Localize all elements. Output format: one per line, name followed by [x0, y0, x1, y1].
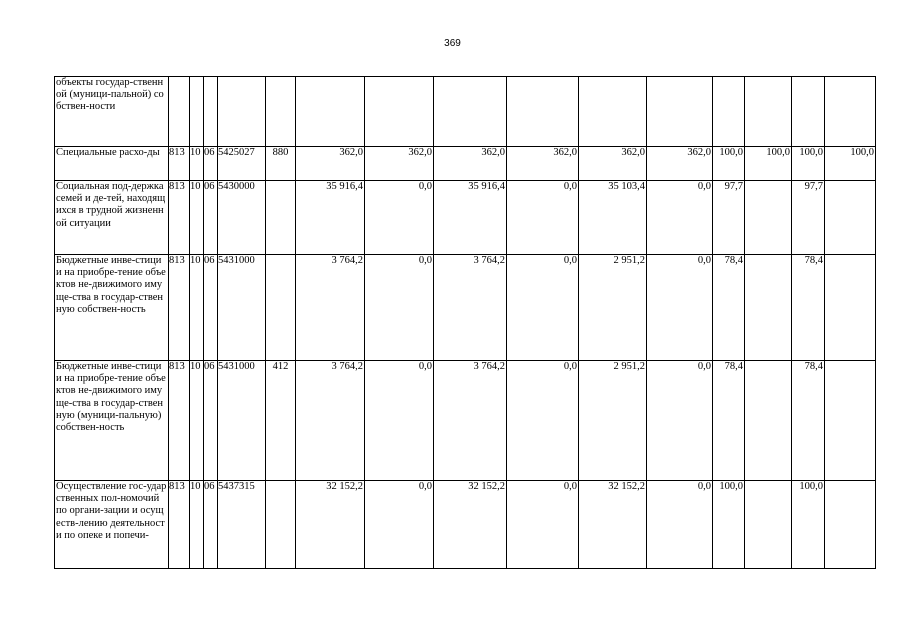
table-row	[55, 255, 876, 361]
cell-percent-4: 100,0	[825, 147, 876, 181]
cell-pr: 06	[204, 181, 218, 255]
cell-csr	[218, 77, 266, 147]
cell-percent-4	[825, 481, 876, 569]
cell-amount-1: 362,0	[296, 147, 365, 181]
cell-percent-1: 100,0	[713, 147, 745, 181]
cell-amount-3	[434, 77, 507, 147]
cell-amount-1: 35 916,4	[296, 181, 365, 255]
cell-percent-4	[825, 77, 876, 147]
cell-ved: 813	[169, 481, 190, 569]
cell-vr: 880	[266, 147, 296, 181]
cell-rz: 10	[190, 147, 204, 181]
cell-amount-1: 32 152,2	[296, 481, 365, 569]
cell-percent-4	[825, 255, 876, 361]
cell-amount-6: 0,0	[647, 181, 713, 255]
row-name: Бюджетные инве-стиции на приобре-тение объектов не-движимого имуще-ства в государ-ственную собствен-ность	[55, 255, 169, 361]
row-name: Бюджетные инве-стиции на приобре-тение объектов не-движимого имуще-ства в государ-ственную (муници-пальную) собствен-ность	[55, 361, 169, 481]
cell-percent-3: 97,7	[792, 181, 825, 255]
cell-amount-5: 35 103,4	[579, 181, 647, 255]
cell-percent-4	[825, 181, 876, 255]
cell-csr: 5431000	[218, 255, 266, 361]
cell-percent-1: 78,4	[713, 255, 745, 361]
table-row	[55, 481, 876, 569]
cell-amount-6: 0,0	[647, 255, 713, 361]
cell-amount-3: 32 152,2	[434, 481, 507, 569]
budget-table	[54, 76, 876, 569]
cell-percent-4	[825, 361, 876, 481]
cell-pr: 06	[204, 481, 218, 569]
cell-percent-2	[745, 255, 792, 361]
cell-rz: 10	[190, 181, 204, 255]
cell-ved: 813	[169, 255, 190, 361]
table-row	[55, 361, 876, 481]
cell-amount-5: 362,0	[579, 147, 647, 181]
cell-rz	[190, 77, 204, 147]
cell-amount-5: 2 951,2	[579, 361, 647, 481]
cell-amount-5	[579, 77, 647, 147]
cell-csr: 5431000	[218, 361, 266, 481]
cell-amount-1: 3 764,2	[296, 255, 365, 361]
cell-vr	[266, 181, 296, 255]
cell-amount-5: 2 951,2	[579, 255, 647, 361]
cell-percent-2	[745, 481, 792, 569]
cell-percent-2	[745, 181, 792, 255]
row-name: объекты государ-ственной (муници-пальной) собствен-ности	[55, 77, 169, 147]
cell-percent-3: 78,4	[792, 361, 825, 481]
cell-amount-3: 3 764,2	[434, 361, 507, 481]
cell-pr: 06	[204, 255, 218, 361]
cell-amount-3: 3 764,2	[434, 255, 507, 361]
cell-amount-2: 362,0	[365, 147, 434, 181]
cell-percent-2: 100,0	[745, 147, 792, 181]
cell-amount-5: 32 152,2	[579, 481, 647, 569]
page-number: 369	[444, 38, 461, 49]
row-name: Специальные расхо-ды	[55, 147, 169, 181]
cell-amount-6: 0,0	[647, 481, 713, 569]
cell-ved: 813	[169, 147, 190, 181]
cell-pr: 06	[204, 361, 218, 481]
cell-vr: 412	[266, 361, 296, 481]
cell-ved: 813	[169, 181, 190, 255]
cell-amount-2: 0,0	[365, 481, 434, 569]
cell-ved: 813	[169, 361, 190, 481]
cell-amount-6	[647, 77, 713, 147]
cell-amount-2: 0,0	[365, 255, 434, 361]
cell-amount-6: 362,0	[647, 147, 713, 181]
cell-amount-2	[365, 77, 434, 147]
row-name: Осуществление гос-ударственных пол-номочий по органи-зации и осуществ-лению деятельности по опеке и попечи-	[55, 481, 169, 569]
cell-rz: 10	[190, 255, 204, 361]
cell-ved	[169, 77, 190, 147]
cell-amount-1: 3 764,2	[296, 361, 365, 481]
cell-percent-1: 97,7	[713, 181, 745, 255]
cell-percent-3	[792, 77, 825, 147]
cell-amount-2: 0,0	[365, 181, 434, 255]
cell-percent-2	[745, 77, 792, 147]
table-row	[55, 181, 876, 255]
cell-pr	[204, 77, 218, 147]
cell-rz: 10	[190, 481, 204, 569]
cell-amount-4: 0,0	[507, 181, 579, 255]
cell-vr	[266, 255, 296, 361]
cell-pr: 06	[204, 147, 218, 181]
cell-percent-3: 100,0	[792, 481, 825, 569]
cell-amount-1	[296, 77, 365, 147]
cell-csr: 5425027	[218, 147, 266, 181]
row-name: Социальная под-держка семей и де-тей, находящихся в трудной жизненной ситуации	[55, 181, 169, 255]
cell-amount-4	[507, 77, 579, 147]
cell-amount-2: 0,0	[365, 361, 434, 481]
cell-amount-3: 35 916,4	[434, 181, 507, 255]
cell-csr: 5430000	[218, 181, 266, 255]
cell-amount-4: 0,0	[507, 481, 579, 569]
cell-rz: 10	[190, 361, 204, 481]
table-row	[55, 77, 876, 147]
cell-percent-2	[745, 361, 792, 481]
table-row	[55, 147, 876, 181]
cell-vr	[266, 481, 296, 569]
cell-amount-4: 0,0	[507, 361, 579, 481]
cell-percent-3: 100,0	[792, 147, 825, 181]
cell-vr	[266, 77, 296, 147]
cell-csr: 5437315	[218, 481, 266, 569]
cell-percent-1: 100,0	[713, 481, 745, 569]
cell-percent-1: 78,4	[713, 361, 745, 481]
cell-amount-3: 362,0	[434, 147, 507, 181]
cell-percent-1	[713, 77, 745, 147]
cell-percent-3: 78,4	[792, 255, 825, 361]
cell-amount-6: 0,0	[647, 361, 713, 481]
cell-amount-4: 362,0	[507, 147, 579, 181]
cell-amount-4: 0,0	[507, 255, 579, 361]
